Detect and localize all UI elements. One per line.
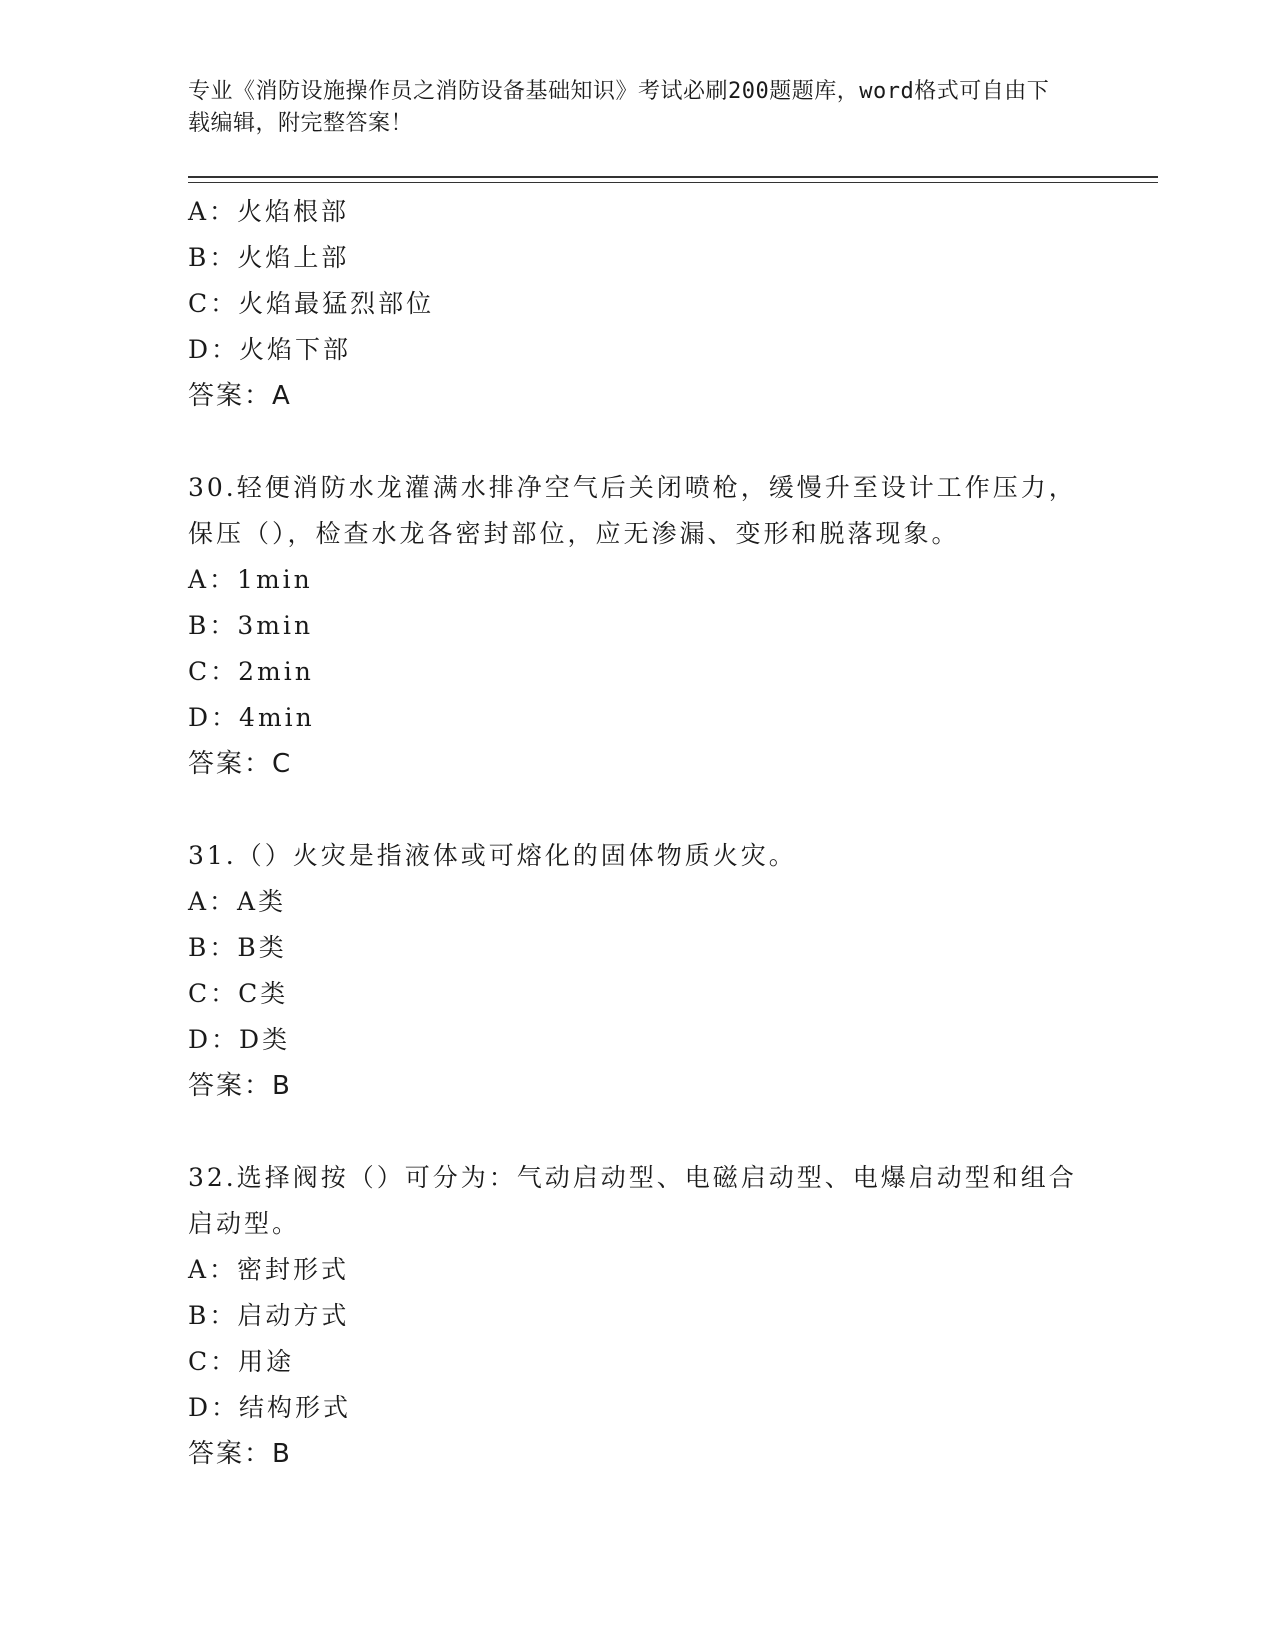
option-c: C：火焰最猛烈部位: [188, 289, 435, 318]
option-a: A：1min: [188, 565, 313, 594]
answer: 答案：C: [188, 749, 293, 779]
question-32: [188, 1155, 1158, 1477]
document-page: [188, 76, 1158, 1477]
option-b: B：B类: [188, 933, 287, 962]
answer: 答案：B: [188, 1439, 292, 1469]
option-d: D：D类: [188, 1025, 291, 1054]
option-d: D：火焰下部: [188, 335, 352, 364]
question-29-tail: [188, 189, 1158, 419]
option-b: B：火焰上部: [188, 243, 350, 272]
option-b: B：启动方式: [188, 1301, 350, 1330]
answer: 答案：B: [188, 1071, 292, 1101]
answer: 答案：A: [188, 381, 292, 411]
option-c: C：C类: [188, 979, 289, 1008]
option-a: A：A类: [188, 887, 287, 916]
question-30: [188, 465, 1158, 787]
option-d: D：4min: [188, 703, 315, 732]
option-c: C：2min: [188, 657, 314, 686]
option-a: A：密封形式: [188, 1255, 350, 1284]
question-31: [188, 833, 1158, 1109]
question-stem: 32.选择阀按（）可分为：气动启动型、电磁启动型、电爆启动型和组合启动型。: [188, 1163, 1077, 1238]
question-stem: 31.（）火灾是指液体或可熔化的固体物质火灾。: [188, 841, 797, 870]
option-b: B：3min: [188, 611, 314, 640]
header-divider: [188, 176, 1158, 183]
question-stem: 30.轻便消防水龙灌满水排净空气后关闭喷枪，缓慢升至设计工作压力，保压（），检查水龙各密封部位，应无渗漏、变形和脱落现象。: [188, 473, 1077, 548]
document-title: 专业《消防设施操作员之消防设备基础知识》考试必刷200题题库，word格式可自由下载编辑，附完整答案！: [188, 79, 1050, 136]
option-a: A：火焰根部: [188, 197, 350, 226]
option-d: D：结构形式: [188, 1393, 352, 1422]
option-c: C：用途: [188, 1347, 295, 1376]
